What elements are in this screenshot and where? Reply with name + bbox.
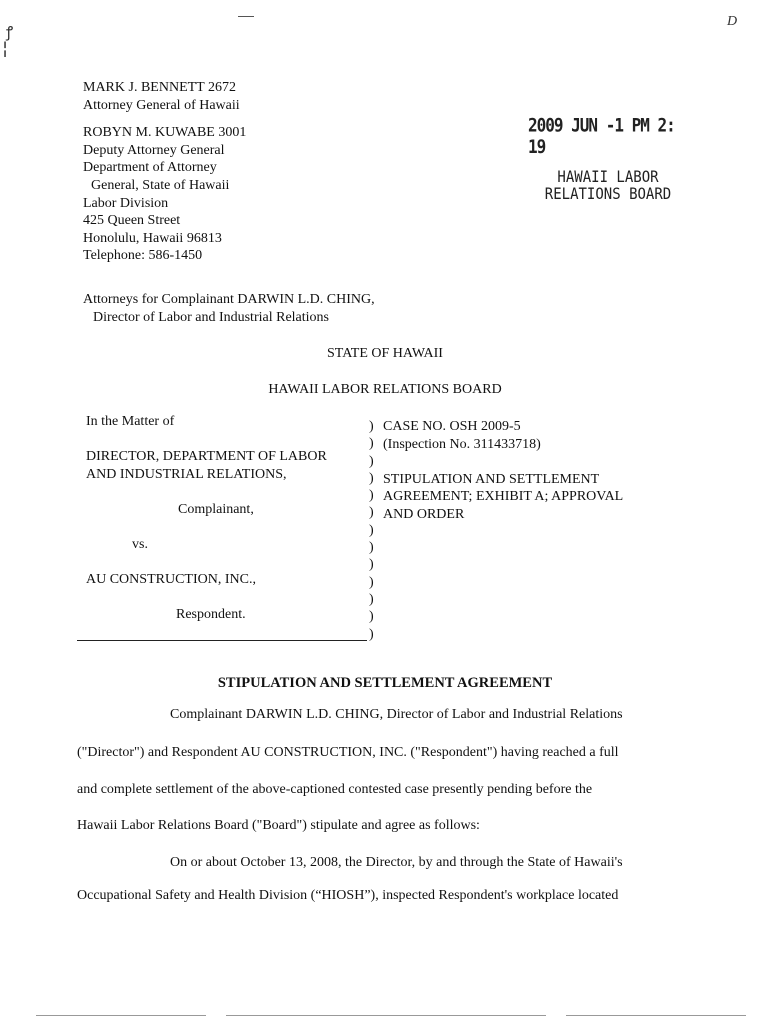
paren: ) (369, 540, 374, 556)
paren: ) (369, 591, 374, 607)
attorneys-for (83, 291, 375, 327)
footer-rule-right (566, 1015, 746, 1016)
party1-line-2: AND INDUSTRIAL RELATIONS, (86, 466, 287, 482)
document-title: STIPULATION AND SETTLEMENT AGREEMENT (217, 675, 553, 691)
filing-stamp (528, 114, 688, 204)
versus-label: vs. (132, 536, 148, 552)
paren: ) (369, 522, 374, 538)
body-line-5: On or about October 13, 2008, the Director, by and through the State of Hawaii's (170, 855, 623, 870)
paren: ) (369, 505, 374, 521)
paren: ) (369, 436, 374, 452)
paren: ) (369, 453, 374, 469)
body-line-3: and complete settlement of the above-captioned contested case presently pending before the (77, 782, 593, 797)
party2-line: AU CONSTRUCTION, INC., (86, 571, 256, 587)
city-line: Honolulu, Hawaii 96813 (83, 230, 222, 246)
complainant-label: Complainant, (178, 501, 254, 517)
attorneys-for-line-1: Attorneys for Complainant DARWIN L.D. CHING, (83, 292, 375, 307)
caption-parentheses (369, 418, 374, 643)
inspection-number: (Inspection No. 311433718) (383, 436, 541, 452)
document-description-line-3: AND ORDER (383, 506, 465, 522)
deputy-name: ROBYN M. KUWABE 3001 (83, 125, 247, 141)
division-line: Labor Division (83, 195, 169, 211)
caption-underline (77, 640, 367, 641)
stamp-board-line-2: RELATIONS BOARD (544, 185, 672, 204)
paren: ) (369, 419, 374, 434)
body-line-4: Hawaii Labor Relations Board ("Board") stipulate and agree as follows: (77, 818, 480, 833)
deputy-title: Deputy Attorney General (83, 142, 225, 158)
attorney-block (83, 79, 246, 265)
department-line: Department of Attorney (83, 160, 217, 176)
telephone-line: Telephone: 586-1450 (83, 248, 203, 264)
caption-case-info (383, 418, 623, 523)
body-line-1: Complainant DARWIN L.D. CHING, Director of Labor and Industrial Relations (170, 707, 623, 722)
paren: ) (369, 574, 374, 590)
body-line-2: ("Director") and Respondent AU CONSTRUCTION, INC. ("Respondent") having reached a full (77, 745, 619, 760)
caption-parties (86, 413, 327, 623)
document-description-line-2: AGREEMENT; EXHIBIT A; APPROVAL (383, 489, 624, 504)
scan-mark-dash (238, 16, 254, 17)
stamp-timestamp: 2009 JUN -1 PM 2: 19 (528, 114, 675, 158)
attorneys-for-line-2: Director of Labor and Industrial Relations (93, 310, 329, 325)
respondent-label: Respondent. (176, 606, 246, 622)
page-corner-mark: D (727, 14, 738, 29)
paren: ) (369, 609, 374, 625)
department-line-2: General, State of Hawaii (91, 177, 230, 193)
attorney-general-name: MARK J. BENNETT 2672 (83, 80, 236, 95)
stamp-board-line-1: HAWAII LABOR (557, 168, 659, 187)
board-heading: HAWAII LABOR RELATIONS BOARD (268, 382, 502, 397)
in-the-matter: In the Matter of (86, 414, 175, 429)
margin-mark-bottom: ¦ (2, 38, 9, 59)
street-line: 425 Queen Street (83, 213, 181, 229)
paren: ) (369, 488, 374, 504)
footer-rule-middle (226, 1015, 546, 1016)
paren: ) (369, 557, 374, 573)
paren: ) (369, 470, 374, 486)
court-heading: STATE OF HAWAII (327, 346, 443, 361)
document-description-line-1: STIPULATION AND SETTLEMENT (383, 471, 600, 487)
paren: ) (369, 626, 374, 642)
margin-mark-top: ꝭ (6, 23, 14, 41)
case-number: CASE NO. OSH 2009-5 (383, 419, 521, 434)
footer-rule-left (36, 1015, 206, 1016)
attorney-general-title: Attorney General of Hawaii (83, 97, 240, 113)
party1-line-1: DIRECTOR, DEPARTMENT OF LABOR (86, 449, 327, 464)
body-line-6: Occupational Safety and Health Division (“HIOSH”), inspected Respondent's workplace located (77, 888, 619, 903)
